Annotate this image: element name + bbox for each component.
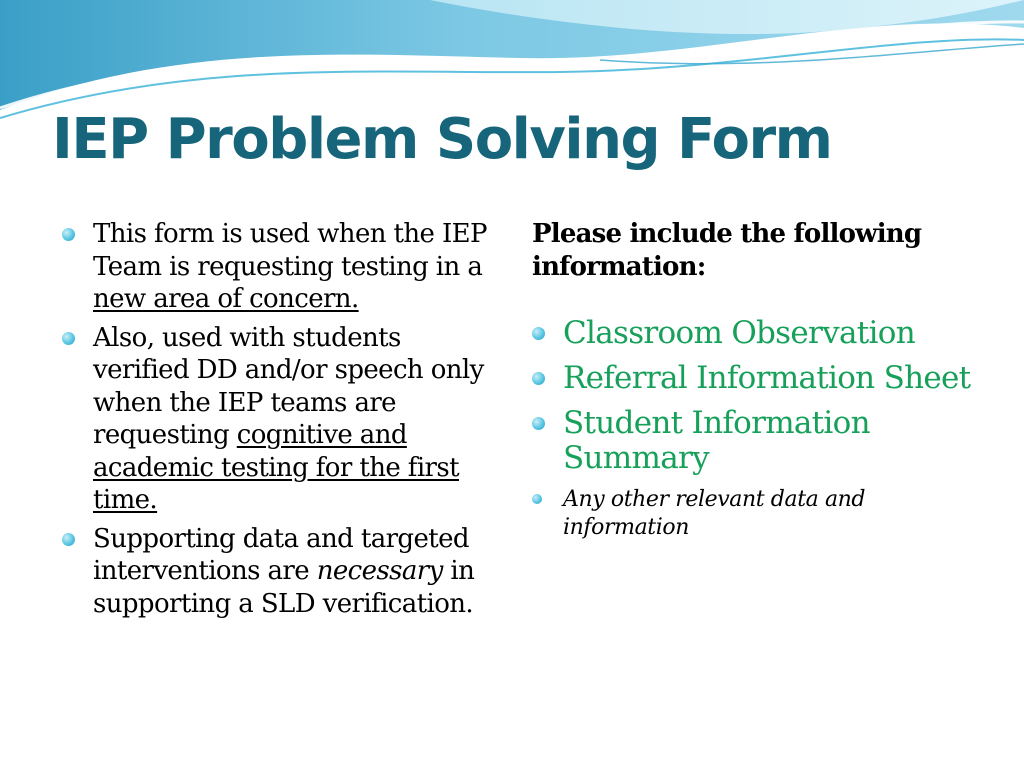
- bullet-icon: [532, 494, 542, 504]
- bullet-icon: [532, 327, 545, 340]
- bullet-text: Classroom Observation: [563, 315, 915, 351]
- page-title: IEP Problem Solving Form: [52, 107, 832, 172]
- left-bullet-list: [62, 218, 502, 626]
- left-bullet-item: [62, 218, 502, 316]
- bullet-icon: [62, 332, 75, 345]
- bullet-text-segment: in supporting a SLD verification.: [93, 556, 475, 619]
- right-bullet-item: [532, 316, 992, 351]
- right-bullet-list: [532, 316, 992, 542]
- left-bullet-item: [62, 523, 502, 621]
- bullet-text-segment: cognitive and academic testing for the first time.: [93, 420, 459, 515]
- right-bullet-item: [532, 486, 992, 542]
- bullet-text-segment: Supporting data and targeted interventions are: [93, 523, 469, 586]
- bullet-text: Referral Information Sheet: [563, 360, 971, 396]
- right-bullet-item: [532, 361, 992, 396]
- bullet-text-segment: new area of concern.: [93, 284, 359, 314]
- right-bullet-item: [532, 406, 992, 476]
- bullet-icon: [62, 228, 75, 241]
- bullet-icon: [532, 417, 545, 430]
- right-heading: Please include the following information:: [532, 219, 922, 282]
- bullet-text: Student Information Summary: [563, 405, 870, 476]
- bullet-icon: [62, 533, 75, 546]
- bullet-text-segment: necessary: [316, 556, 443, 586]
- bullet-text-segment: This form is used when the IEP Team is requesting testing in a: [93, 219, 487, 282]
- bullet-text-segment: Also, used with students verified DD and/or speech only when the IEP teams are requesting: [93, 322, 484, 450]
- bullet-icon: [532, 372, 545, 385]
- left-bullet-item: [62, 322, 502, 517]
- bullet-text: Any other relevant data and information: [563, 487, 866, 540]
